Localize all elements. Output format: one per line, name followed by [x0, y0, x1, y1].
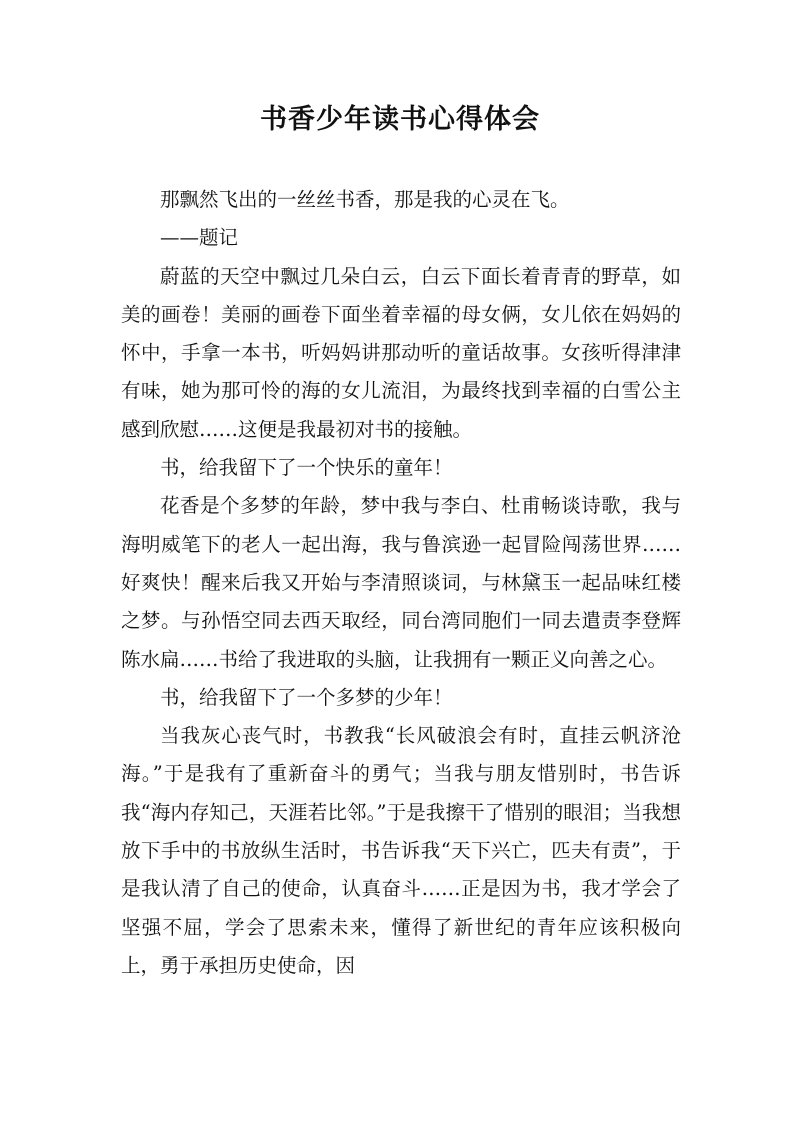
document-title: 书香少年读书心得体会: [260, 104, 540, 135]
paragraph-2: 书，给我留下了一个快乐的童年！: [160, 456, 453, 480]
paragraph-5: 当我灰心丧气时，书教我“长风破浪会有时，直挂云帆济沧海。”于是我有了重新奋斗的勇气；当我与朋友惜别时，书告诉我“海内存知己，天涯若比邻。”于是我擦干了惜别的眼泪；当我想放下手中的书放纵生活时，书告诉我“天下兴亡，匹夫有责”，于是我认清了自己的使命，认真奋斗……正是因为书，我才学会了坚强不屈，学会了思索未来，懂得了新世纪的青年应该积极向上，勇于承担历史使命，因: [121, 724, 681, 977]
document-body: [121, 181, 681, 985]
epigraph-attribution: ——题记: [160, 226, 239, 250]
epigraph-line: 那飘然飞出的一丝丝书香，那是我的心灵在飞。: [160, 188, 570, 211]
paragraph-4: 书，给我留下了一个多梦的少年！: [160, 685, 453, 709]
paragraph-3: 花香是个多梦的年龄，梦中我与李白、杜甫畅谈诗歌，我与海明威笔下的老人一起出海，我与鲁滨逊一起冒险闯荡世界……好爽快！醒来后我又开始与李清照谈词，与林黛玉一起品味红楼之梦。与孙悟空同去西天取经，同台湾同胞们一同去遣责李登辉陈水扁……书给了我进取的头脑，让我拥有一颗正义向善之心。: [121, 494, 681, 671]
paragraph-1: 蔚蓝的天空中飘过几朵白云，白云下面长着青青的野草，如美的画卷！美丽的画卷下面坐着幸福的母女俩，女儿依在妈妈的怀中，手拿一本书，听妈妈讲那动听的童话故事。女孩听得津津有味，她为那可怜的海的女儿流泪，为最终找到幸福的白雪公主感到欣慰……这便是我最初对书的接触。: [121, 264, 681, 441]
